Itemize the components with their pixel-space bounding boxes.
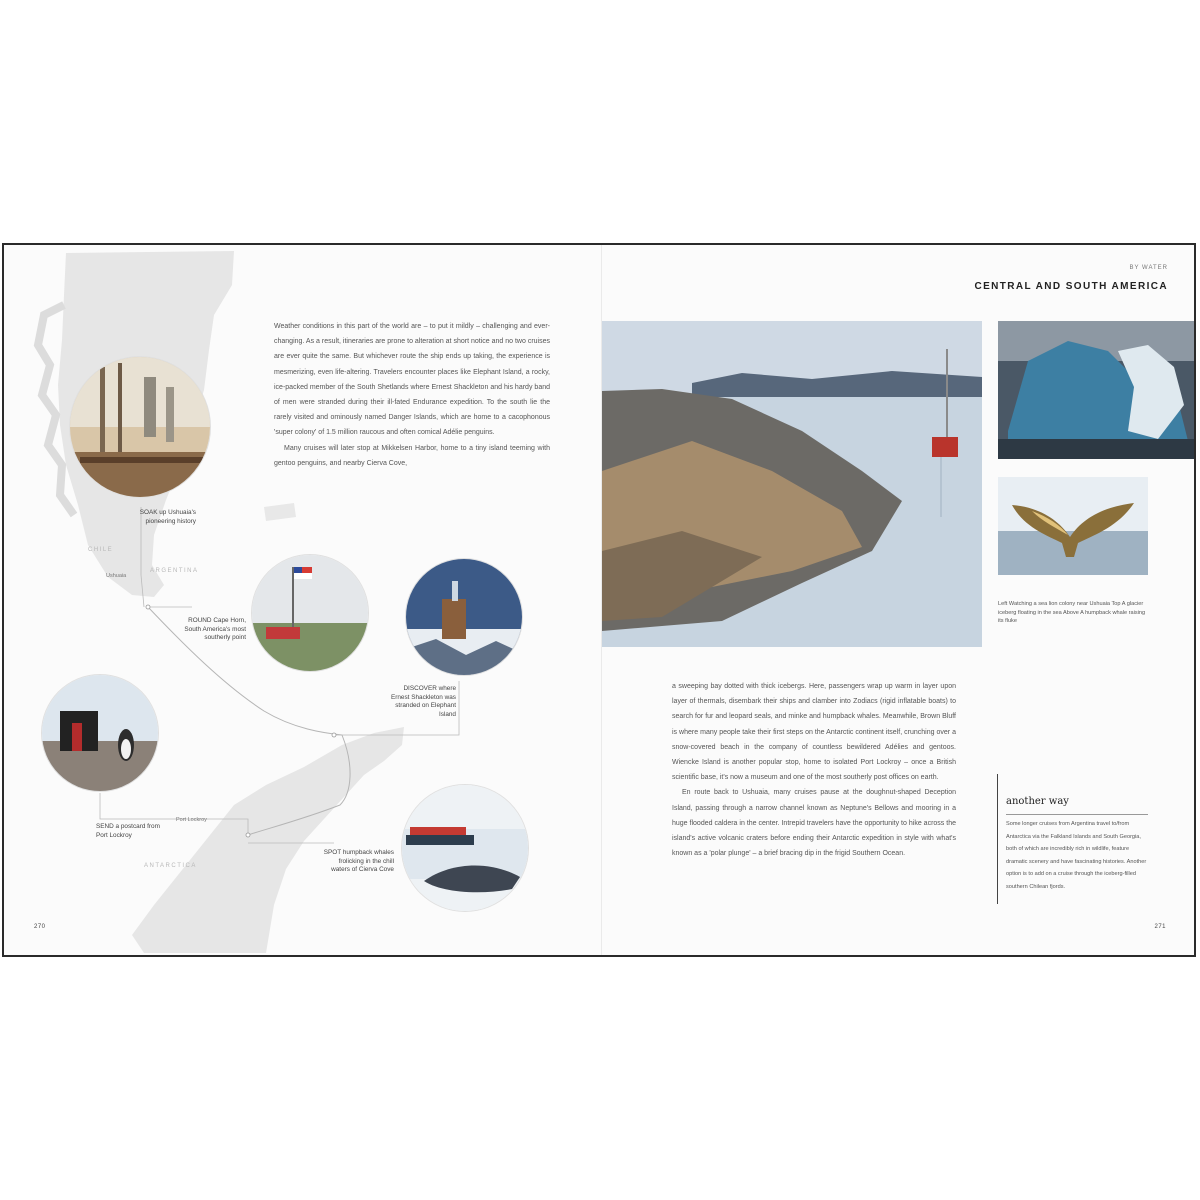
- photo-caption: Left Watching a sea lion colony near Ushuaia Top A glacier iceberg floating in the sea Above A humpback whale raising its fluke: [998, 601, 1146, 625]
- falkland-islands-shape: [264, 503, 296, 521]
- photo-sea-lion-colony: [602, 321, 982, 647]
- photo-glacier-iceberg: [998, 321, 1196, 459]
- page-number-right: 271: [1154, 924, 1166, 930]
- callout-discover: DISCOVER where Ernest Shackleton was stranded on Elephant Island: [390, 685, 456, 718]
- body-right-paragraph-2: En route back to Ushuaia, many cruises pause at the doughnut-shaped Deception Island, passing through a narrow channel known as Neptune's Bellows and mooring in a huge flooded caldera in the center. Intrepid travelers have the opportunity to hike across the island's active volcanic craters before ending their Antarctic expedition in style with what's known as a 'polar plunge' – a brief bracing dip in the frigid Southern Ocean.: [672, 789, 956, 858]
- another-way-rule: [1006, 814, 1148, 815]
- callout-round: ROUND Cape Horn, South America's most southerly point: [184, 617, 246, 642]
- another-way-text: Some longer cruises from Argentina travel to/from Antarctica via the Falkland Islands and South Georgia, both of which are incredibly rich in wildlife, feature dramatic scenery and have fascinating histories. Another option is to add on a cruise through the iceberg-filled southern Chilean fjords.: [1006, 821, 1147, 890]
- map-label-port-lockroy: Port Lockroy: [176, 817, 207, 823]
- photo-elephant-island: [406, 559, 522, 675]
- photo-cierva-cove: [402, 785, 528, 911]
- stop-marker-ushuaia: [146, 605, 150, 609]
- body-text-right: [672, 679, 956, 861]
- callout-soak: SOAK up Ushuaia's pioneering history: [139, 509, 196, 525]
- body-left-paragraph-2: Many cruises will later stop at Mikkelsen Harbor, home to a tiny island teeming with gentoo penguins, and nearby Cierva Cove,: [274, 444, 550, 467]
- page-number-left: 270: [34, 924, 46, 930]
- body-left-paragraph-1: Weather conditions in this part of the world are – to put it mildly – challenging and ever-changing. As a result, itineraries are prone to alteration at short notice and no two cruises are ever quite the same. But whichever route the ship ends up taking, the experience is mesmerizing, even life-altering. Travelers encounter places like Elephant Island, a rocky, ice-packed member of the South Shetlands where Ernest Shackleton and his hardy band of men were stranded during their ill-fated Endurance expedition. To the south lie the rarely visited and ominously named Danger Islands, which are home to a cacophonous 'super colony' of 1.5 million raucous and often comical Adélie penguins.: [274, 323, 550, 437]
- map-label-argentina: ARGENTINA: [150, 568, 199, 574]
- callout-spot: SPOT humpback whales frolicking in the chill waters of Cierva Cove: [323, 849, 394, 874]
- map-label-chile: CHILE: [88, 547, 114, 553]
- body-right-paragraph-1: a sweeping bay dotted with thick icebergs. Here, passengers wrap up warm in layer upon layer of thermals, disembark their ships and clamber into Zodiacs (rigid inflatable boats) to search for fur and leopard seals, and minke and humpback whales. Meanwhile, Brown Bluff is where many people take their first steps on the Antarctic continent itself, crunching over a snow-covered beach in the company of countless bewildered Adélies and gentoos. Wiencke Island is another popular stop, home to isolated Port Lockroy – once a British scientific base, it's now a museum and one of the most southerly post offices on earth.: [672, 683, 956, 782]
- another-way-title: another way: [1006, 796, 1069, 807]
- section-label: BY WATER: [1129, 265, 1168, 271]
- stop-marker-port-lockroy: [246, 833, 250, 837]
- map-label-antarctica: ANTARCTICA: [144, 863, 197, 869]
- book-spread: [2, 243, 1196, 957]
- map-label-ushuaia: Ushuaia: [106, 573, 127, 579]
- stop-marker-elephant-island: [332, 733, 336, 737]
- photo-whale-fluke: [998, 477, 1148, 575]
- body-text-left: [274, 319, 550, 471]
- photo-cape-horn: [252, 555, 368, 671]
- another-way-box: [997, 774, 1153, 904]
- photo-ushuaia-history: [70, 357, 210, 497]
- callout-send: SEND a postcard from Port Lockroy: [96, 823, 160, 839]
- antarctic-peninsula-shape: [132, 727, 404, 953]
- photo-port-lockroy: [42, 675, 158, 791]
- section-title: CENTRAL AND SOUTH AMERICA: [974, 281, 1168, 292]
